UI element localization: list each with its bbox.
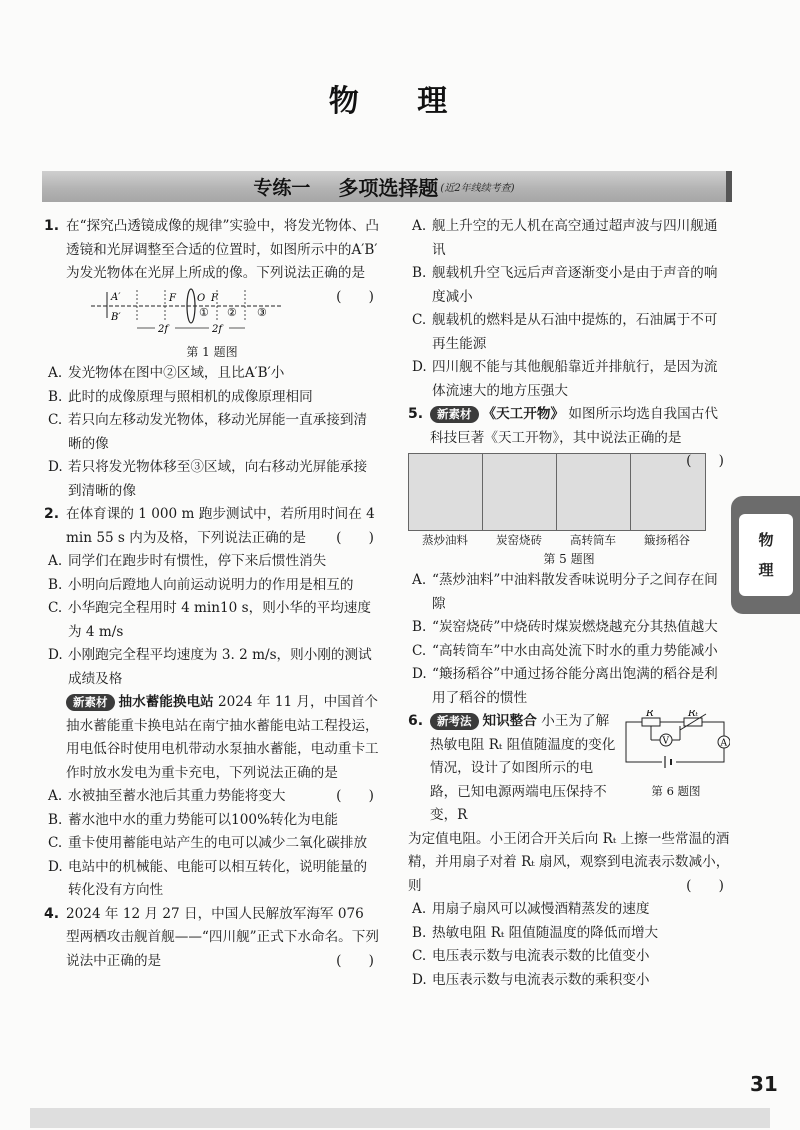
label-rt: Rₜ	[688, 710, 698, 719]
option-d[interactable]	[412, 969, 730, 993]
question-stem: 小王为了解热敏电阻 Rₜ 阻值随温度的变化情况，设计了如图所示的电路，已知电源两端电压保持不变，R	[430, 713, 616, 823]
option-text: 电压表示数与电流表示数的乘积变小	[432, 971, 650, 988]
waterwheel-illustration	[556, 453, 632, 531]
question-number: 6.	[408, 713, 424, 729]
label-b: B′	[111, 311, 121, 323]
new-material-tag: 新素材	[66, 694, 115, 711]
region-3: ③	[257, 305, 267, 319]
option-d[interactable]	[48, 456, 380, 503]
option-letter: B.	[412, 265, 427, 281]
option-letter: C.	[412, 642, 427, 659]
question-topic: 《天工开物》	[482, 406, 565, 422]
option-c[interactable]	[48, 409, 380, 456]
option-letter: A.	[412, 572, 427, 588]
right-column	[408, 215, 730, 992]
subject-side-label	[739, 514, 793, 596]
option-text: 舰载机的燃料是从石油中提炼的，石油属于不可再生能源	[432, 312, 718, 352]
page-number: 31	[750, 1072, 778, 1096]
lens-diagram	[87, 286, 287, 334]
option-a[interactable]	[48, 785, 380, 809]
figure-caption: 第 6 题图	[651, 783, 701, 798]
option-a[interactable]	[412, 215, 730, 262]
option-text: “炭窑烧砖”中烧砖时煤炭燃烧越充分其热值越大	[432, 619, 718, 635]
question-number: 5.	[408, 406, 424, 422]
option-letter: A.	[412, 901, 427, 917]
question-topic: 知识整合	[482, 713, 537, 729]
option-text: 小明向后蹬地人向前运动说明力的作用是相互的	[68, 576, 354, 593]
option-a[interactable]	[412, 569, 730, 616]
option-c[interactable]	[412, 640, 730, 664]
option-letter: B.	[48, 576, 63, 593]
option-a[interactable]	[48, 550, 380, 574]
section-banner	[42, 171, 732, 202]
answer-blank[interactable]: ( )	[686, 453, 724, 469]
answer-blank[interactable]: ( )	[336, 529, 374, 546]
question-number: 2.	[44, 506, 60, 522]
figure-panel	[408, 453, 482, 549]
new-material-tag: 新素材	[430, 406, 479, 423]
question-6	[408, 710, 730, 898]
option-text: “高转筒车”中水由高处流下时水的重力势能减小	[432, 642, 718, 659]
option-text: 蓄水池中水的重力势能可以100%转化为电能	[68, 811, 338, 828]
section-title: 多项选择题	[338, 176, 439, 200]
option-text: 热敏电阻 Rₜ 阻值随温度的降低而增大	[432, 924, 659, 941]
option-letter: C.	[48, 835, 63, 851]
option-text: 小刚跑完全程平均速度为 3. 2 m/s，则小刚的测试成绩及格	[68, 647, 372, 687]
question-stem: 如图所示均选自我国古代科技巨著《天工开物》，其中说法正确的是	[430, 406, 718, 446]
question-stem: 在体育课的 1 000 m 跑步测试中，若所用时间在 4 min 55 s 内为及格，下列说法正确的是	[66, 506, 375, 546]
option-c[interactable]	[412, 309, 730, 356]
new-method-tag: 新考法	[430, 713, 479, 730]
option-letter: B.	[412, 619, 427, 635]
option-b[interactable]	[412, 262, 730, 309]
subject-side-tab	[731, 496, 800, 614]
option-letter: B.	[48, 811, 63, 828]
option-text: 电站中的机械能、电能可以相互转化，说明能量的转化没有方向性	[68, 858, 368, 898]
option-letter: A.	[48, 365, 63, 381]
panel-label: 高转筒车	[570, 533, 616, 547]
option-d[interactable]	[412, 663, 730, 710]
option-text: 若只向左移动发光物体，移动光屏能一直承接到清晰的像	[68, 412, 368, 452]
option-letter: D.	[48, 459, 63, 475]
panel-label: 炭窑烧砖	[496, 533, 542, 547]
option-text: 发光物体在图中②区域，且比A′B′小	[68, 365, 285, 381]
label-2f-left: 2f	[158, 323, 169, 334]
answer-blank[interactable]: ( )	[336, 288, 374, 305]
answer-blank[interactable]: ( )	[336, 788, 374, 804]
side-tab-char: 物	[758, 531, 774, 549]
question-number: 1.	[44, 218, 60, 234]
option-text: 四川舰不能与其他舰船靠近并排航行，是因为流体流速大的地方压强大	[432, 359, 718, 399]
figure-caption: 第 1 题图	[186, 345, 238, 359]
option-letter: C.	[48, 412, 63, 428]
option-letter: A.	[48, 553, 63, 569]
question-6-stem-cont	[408, 828, 730, 899]
option-letter: A.	[412, 218, 427, 234]
label-o: O	[197, 292, 206, 304]
label-2f-right: 2f	[212, 323, 223, 334]
figure-panel	[482, 453, 556, 549]
question-5	[408, 403, 730, 469]
option-text: “簸扬稻谷”中通过扬谷能分离出饱满的稻谷是利用了稻谷的惯性	[432, 666, 718, 706]
region-2: ②	[227, 305, 237, 319]
question-stem: 2024 年 11 月，中国首个抽水蓄能重卡换电站在南宁抽水蓄能电站工程投运，用电低谷时使用电机带动水泵抽水蓄能，电动重卡工作时放水发电为重卡充电，下列说法正确的是	[66, 694, 379, 781]
tiangong-figure	[408, 453, 690, 549]
left-column	[44, 215, 380, 973]
option-text: 电压表示数与电流表示数的比值变小	[432, 948, 650, 964]
label-f-right: F	[211, 292, 218, 304]
option-letter: A.	[48, 788, 63, 804]
option-letter: B.	[48, 388, 63, 405]
option-text: 舰上升空的无人机在高空通过超声波与四川舰通讯	[432, 218, 718, 258]
option-letter: D.	[412, 666, 427, 682]
question-stem: 为定值电阻。小王闭合开关后向 Rₜ 上擦一些常温的酒精，并用扇子对着 Rₜ 扇风，观察到电流表示数减小，则	[408, 830, 730, 894]
question-6-stem	[408, 710, 730, 828]
option-text: 舰载机升空飞远后声音逐渐变小是由于声音的响度减小	[432, 265, 718, 305]
answer-blank[interactable]: ( )	[686, 877, 724, 894]
footer-bar	[30, 1108, 770, 1128]
option-b[interactable]	[412, 616, 730, 640]
question-4	[44, 903, 380, 974]
question-stem: 2024 年 12 月 27 日，中国人民解放军海军 076 型两栖攻击舰首舰——“四川舰”正式下水命名。下列说法中正确的是	[66, 905, 379, 969]
option-b[interactable]	[48, 386, 380, 410]
question-1	[44, 215, 380, 305]
panel-label: 簸扬稻谷	[644, 533, 690, 547]
option-d[interactable]	[48, 856, 380, 903]
option-d[interactable]	[412, 356, 730, 403]
label-r: R	[646, 710, 654, 719]
question-stem: 在“探究凸透镜成像的规律”实验中，将发光物体、凸透镜和光屏调整至合适的位置时，如图所示中的A′B′为发光物体在光屏上所成的像。下列说法正确的是	[66, 218, 379, 281]
label-a: A	[720, 738, 727, 749]
page-title: 物 理	[328, 84, 472, 119]
option-a[interactable]	[412, 898, 730, 922]
option-text: 重卡使用蓄能电站产生的电可以减少二氧化碳排放	[68, 835, 368, 851]
option-b[interactable]	[48, 574, 380, 598]
option-c[interactable]	[48, 832, 380, 856]
option-b[interactable]	[48, 809, 380, 833]
question-2	[44, 503, 380, 550]
question-topic: 抽水蓄能换电站	[118, 694, 214, 710]
option-text: “蒸炒油料”中油料散发香味说明分子之间存在间隙	[432, 572, 718, 612]
question-number: 4.	[44, 905, 60, 922]
option-letter: D.	[412, 971, 427, 988]
label-f-left: F	[169, 292, 176, 304]
figure-caption: 第 5 题图	[543, 552, 595, 566]
kiln-illustration	[482, 453, 558, 531]
option-letter: C.	[412, 948, 427, 964]
region-1: ①	[199, 305, 209, 319]
answer-blank[interactable]: ( )	[336, 952, 374, 969]
option-letter: B.	[412, 924, 427, 941]
section-name: 专练一	[253, 177, 311, 199]
section-note: (近2年线续考查)	[440, 183, 515, 194]
option-c[interactable]	[48, 597, 380, 644]
label-v: V	[662, 736, 669, 747]
option-text: 用扇子扇风可以减慢酒精蒸发的速度	[432, 901, 650, 917]
side-tab-char: 理	[758, 561, 774, 579]
label-a: A′	[111, 291, 121, 303]
option-text: 小华跑完全程用时 4 min10 s，则小华的平均速度为 4 m/s	[68, 600, 371, 640]
option-text: 同学们在跑步时有惯性，停下来后惯性消失	[68, 553, 327, 569]
option-a[interactable]	[48, 362, 380, 386]
panel-label: 蒸炒油料	[422, 533, 468, 547]
option-b[interactable]	[412, 922, 730, 946]
option-text: 此时的成像原理与照相机的成像原理相同	[68, 388, 313, 405]
option-letter: C.	[412, 312, 427, 328]
option-letter: D.	[48, 647, 63, 663]
figure-panel	[556, 453, 630, 549]
option-letter: D.	[48, 858, 63, 875]
option-letter: C.	[48, 600, 63, 616]
option-letter: D.	[412, 359, 427, 375]
option-d[interactable]	[48, 644, 380, 691]
option-text: 水被抽至蓄水池后其重力势能将变大	[68, 788, 286, 804]
steaming-oil-illustration	[408, 453, 484, 531]
option-c[interactable]	[412, 945, 730, 969]
option-text: 若只将发光物体移至③区域，向右移动光屏能承接到清晰的像	[68, 459, 368, 499]
